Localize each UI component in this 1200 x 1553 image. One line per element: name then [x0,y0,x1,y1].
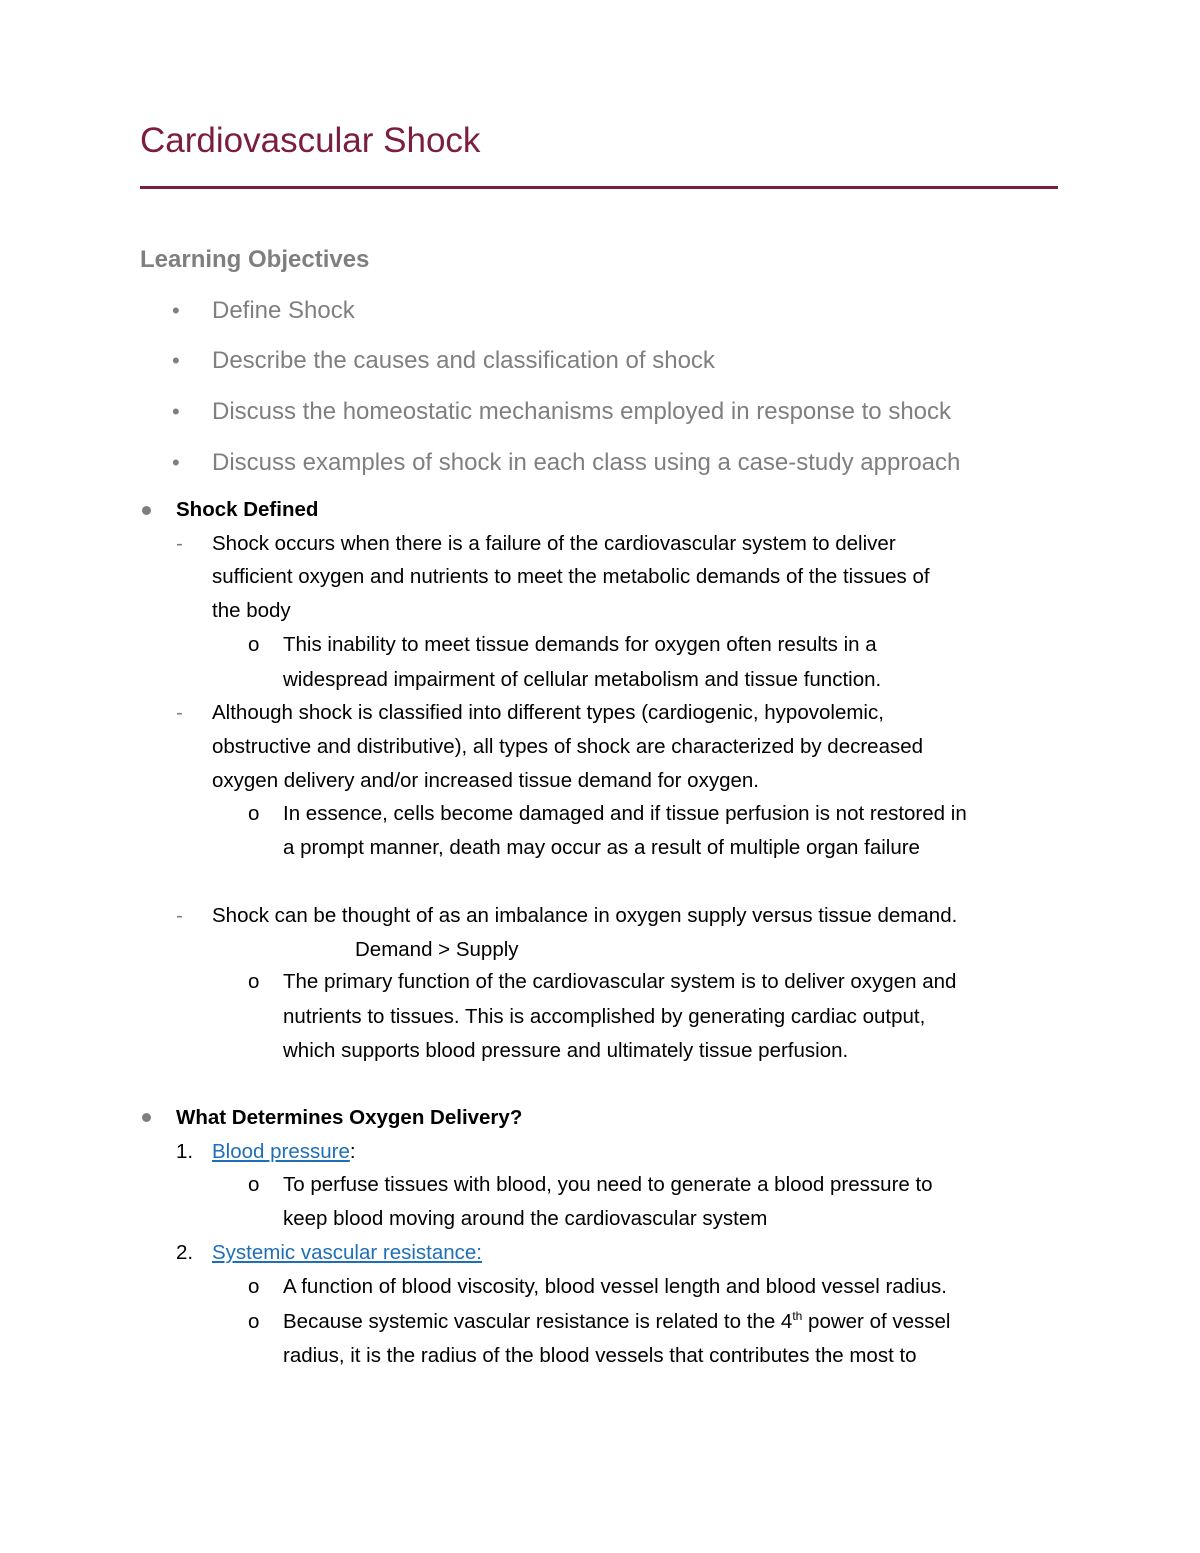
dash-marker: - [176,701,183,724]
sub-point-line: a prompt manner, death may occur as a result of multiple organ failure [283,836,920,859]
bullet-marker: • [172,298,180,323]
demand-supply-equation: Demand > Supply [355,938,519,961]
sub-point-text: Because systemic vascular resistance is related to the 4 [283,1310,793,1333]
sub-bullet-marker: o [248,802,260,825]
dash-marker: - [176,532,183,555]
systemic-vascular-resistance-link[interactable]: Systemic vascular resistance: [212,1241,483,1264]
bullet-marker: • [172,399,180,424]
sub-point-line: The primary function of the cardiovascular system is to deliver oxygen and [283,970,957,993]
bullet-marker: • [172,450,180,475]
blood-pressure-item [212,1138,356,1166]
bullet-marker: • [172,348,180,373]
sub-bullet-marker: o [248,1173,260,1196]
superscript-th: th [792,1309,803,1324]
item-suffix: : [349,1140,356,1163]
page-title: Cardiovascular Shock [140,121,481,160]
paragraph-line: the body [212,599,291,622]
blood-pressure-link[interactable]: Blood pressure [212,1140,350,1163]
list-number: 1. [176,1140,194,1163]
oxygen-delivery-heading: What Determines Oxygen Delivery? [176,1106,523,1129]
objective-item: Define Shock [212,297,355,324]
list-number: 2. [176,1241,194,1264]
paragraph-line: Shock occurs when there is a failure of the cardiovascular system to deliver [212,532,896,555]
sub-bullet-marker: o [248,1310,260,1333]
paragraph-line: Although shock is classified into different types (cardiogenic, hypovolemic, [212,701,884,724]
sub-bullet-marker: o [248,633,260,656]
sub-bullet-marker: o [248,970,260,993]
learning-objectives-heading: Learning Objectives [140,246,370,273]
sub-point-line: A function of blood viscosity, blood vessel length and blood vessel radius. [283,1275,947,1298]
sub-point-line [283,1308,950,1336]
sub-point-line: nutrients to tissues. This is accomplished by generating cardiac output, [283,1005,926,1028]
paragraph-line: Shock can be thought of as an imbalance in oxygen supply versus tissue demand. [212,904,958,927]
paragraph-line: obstructive and distributive), all types of shock are characterized by decreased [212,735,924,758]
shock-defined-heading: Shock Defined [176,498,319,521]
objective-item: Discuss the homeostatic mechanisms employed in response to shock [212,398,952,425]
sub-point-text: power of vessel [802,1310,951,1333]
sub-point-line: In essence, cells become damaged and if tissue perfusion is not restored in [283,802,967,825]
objective-item: Describe the causes and classification of shock [212,347,715,374]
objective-item: Discuss examples of shock in each class using a case-study approach [212,449,961,476]
sub-point-line: radius, it is the radius of the blood vessels that contributes the most to [283,1344,917,1367]
sub-point-line: widespread impairment of cellular metabolism and tissue function. [283,668,882,691]
sub-point-line: To perfuse tissues with blood, you need to generate a blood pressure to [283,1173,933,1196]
section-bullet-icon [142,506,151,515]
dash-marker: - [176,904,183,927]
sub-point-line: which supports blood pressure and ultimately tissue perfusion. [283,1039,849,1062]
sub-bullet-marker: o [248,1275,260,1298]
paragraph-line: oxygen delivery and/or increased tissue demand for oxygen. [212,769,759,792]
svr-item [212,1239,482,1267]
sub-point-line: This inability to meet tissue demands for oxygen often results in a [283,633,877,656]
paragraph-line: sufficient oxygen and nutrients to meet the metabolic demands of the tissues of [212,565,930,588]
sub-point-line: keep blood moving around the cardiovascular system [283,1207,768,1230]
section-bullet-icon [142,1113,151,1122]
title-divider [140,186,1058,189]
